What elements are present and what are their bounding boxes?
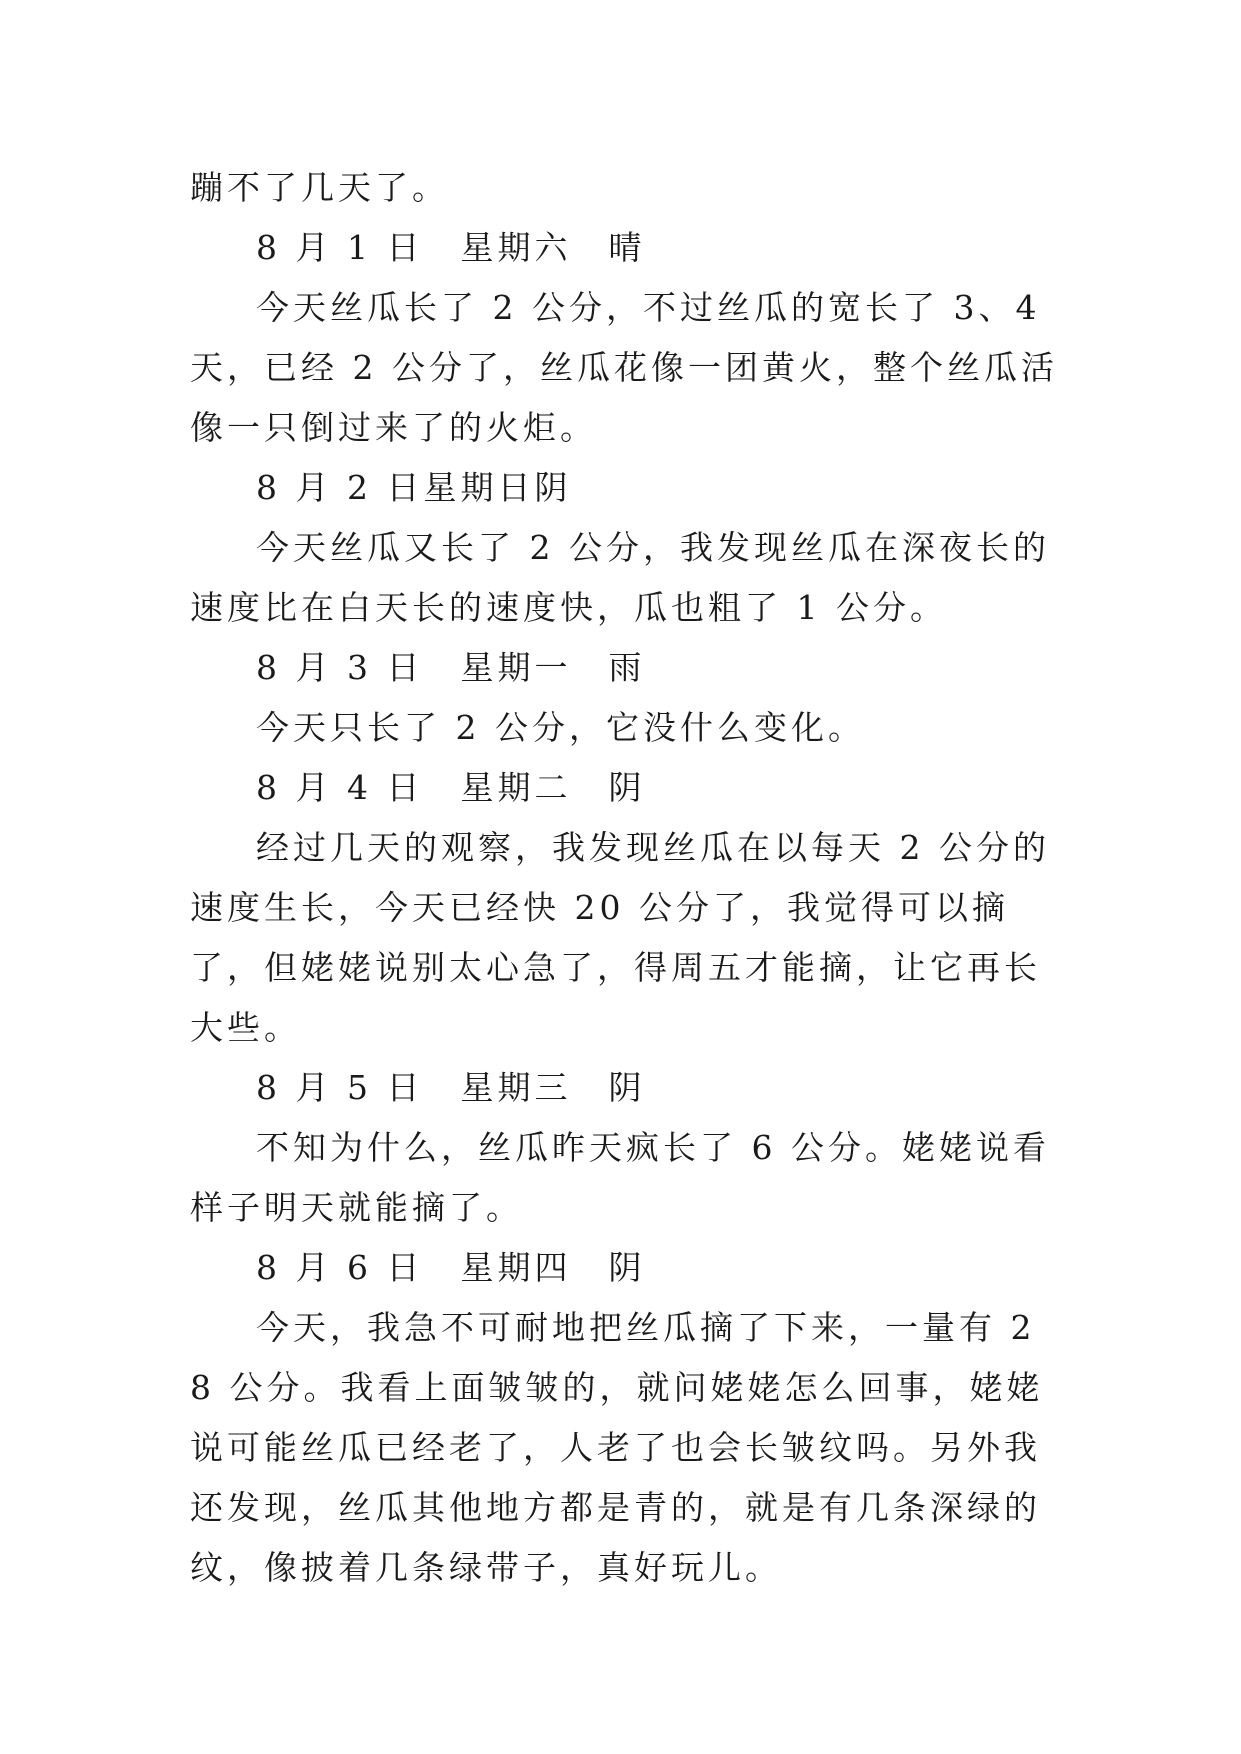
diary-entry-aug-4: 经过几天的观察，我发现丝瓜在以每天 2 公分的速度生长，今天已经快 20 公分了，我觉得可以摘了，但姥姥说别太心急了，得周五才能摘，让它再长大些。 [190,828,1050,1047]
diary-date-aug-5: 8 月 5 日 星期三 阴 [256,1068,646,1107]
diary-entry-aug-1: 今天丝瓜长了 2 公分，不过丝瓜的宽长了 3、4 天，已经 2 公分了，丝瓜花像一团黄火，整个丝瓜活像一只倒过来了的火炬。 [190,288,1058,447]
diary-date-aug-4: 8 月 4 日 星期二 阴 [256,768,646,807]
diary-entry-aug-6: 今天，我急不可耐地把丝瓜摘了下来，一量有 28 公分。我看上面皱皱的，就问姥姥怎么回事，姥姥说可能丝瓜已经老了，人老了也会长皱纹吗。另外我还发现，丝瓜其他地方都是青的，就是有几条深绿的纹，像披着几条绿带子，真好玩儿。 [190,1308,1044,1587]
paragraph-continuation: 蹦不了几天了。 [190,168,449,207]
diary-date-aug-2: 8 月 2 日星期日阴 [256,468,572,507]
document-body [190,158,1060,1598]
diary-entry-aug-5: 不知为什么，丝瓜昨天疯长了 6 公分。姥姥说看样子明天就能摘了。 [190,1128,1050,1227]
diary-date-aug-1: 8 月 1 日 星期六 晴 [256,228,646,267]
diary-entry-aug-2: 今天丝瓜又长了 2 公分，我发现丝瓜在深夜长的速度比在白天长的速度快，瓜也粗了 1 公分。 [190,528,1050,627]
diary-date-aug-3: 8 月 3 日 星期一 雨 [256,648,646,687]
diary-entry-aug-3: 今天只长了 2 公分，它没什么变化。 [256,708,865,747]
diary-date-aug-6: 8 月 6 日 星期四 阴 [256,1248,646,1287]
